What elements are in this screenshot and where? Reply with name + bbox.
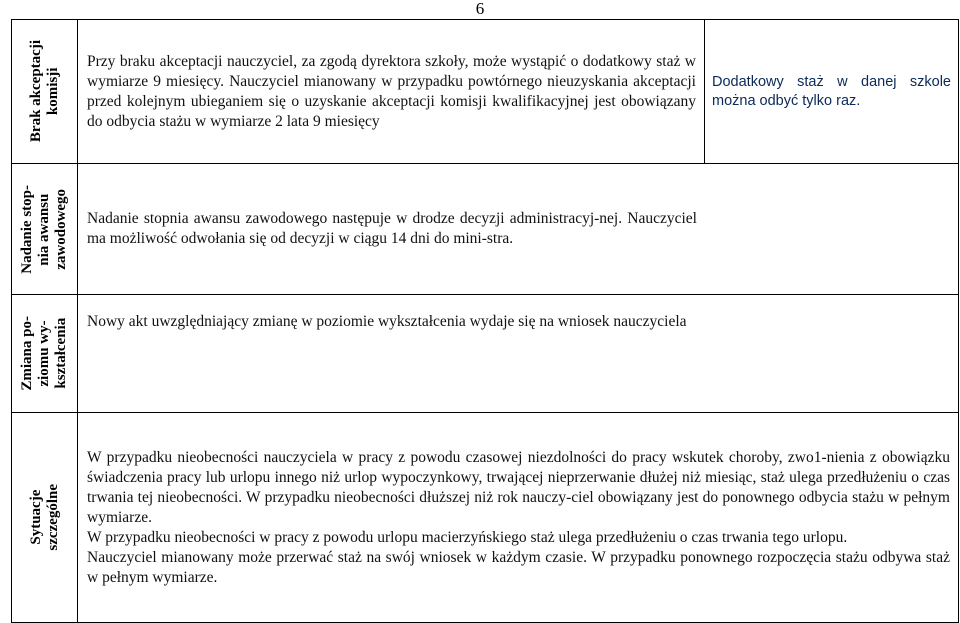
page-number: 6 [475,0,485,18]
row-header-cell [12,413,78,623]
row-header-cell [12,295,78,413]
row-header-cell [12,164,78,295]
content-cell [78,413,959,623]
table-row [12,413,959,623]
paragraph: W przypadku nieobecności nauczyciela w pracy z powodu czasowej niezdolności do pracy wskutek choroby, zwo1-nienia z obowiązku świadczenia pracy lub urlopu innego niż urlop wypoczynkowy, trwającej nieprzerwanie dłużej niż miesiąc, staż ulega przedłużeniu o czas trwania tej nieobecności. W przypadku nieobecności dłuższej niż rok nauczy-ciel obowiązany jest do ponownego odbycia stażu w pełnym wymiarze. [87,448,950,526]
content-cell [78,295,959,413]
content-cell [78,20,705,164]
row-header-label: Sytuacje szczególne [27,484,61,551]
row-note-text: Dodatkowy staż w danej szkole można odbyć tylko raz. [712,73,951,109]
table-row [12,295,959,413]
paragraph: W przypadku nieobecności w pracy z powodu urlopu macierzyńskiego staż ulega przedłużeniu o czas trwania tego urlopu. [87,528,848,546]
row-content-text: Nowy akt uwzględniający zmianę w poziomie wykształcenia wydaje się na wniosek nauczyciela [87,313,687,330]
table-row [12,20,959,164]
row-header-cell [12,20,78,164]
row-header-label: Brak akceptacji komisji [27,40,61,143]
content-cell [78,164,959,295]
table-row [12,164,959,295]
regulations-table [11,19,959,623]
row-content-text [78,448,958,588]
note-cell [705,20,959,164]
paragraph: Nauczyciel mianowany może przerwać staż na swój wniosek w każdym czasie. W przypadku ponownego rozpoczęcia stażu odbywa staż w pełnym wymiarze. [87,548,950,586]
row-content-text: Przy braku akceptacji nauczyciel, za zgodą dyrektora szkoły, może wystąpić o dodatkowy staż w wymiarze 9 miesięcy. Nauczyciel mianowany w przypadku powtórnego nieuzyskania akceptacji przed kolejnym ubieganiem się o uzyskanie akceptacji komisji kwalifikacyjnej jest obowiązany do odbycia stażu w wymiarze 2 lata 9 miesięcy [87,52,696,130]
row-header-label: Nadanie stop- nia awansu zawodowego [19,184,69,274]
row-content-text: Nadanie stopnia awansu zawodowego następuje w drodze decyzji administracyj-nej. Nauczyciel ma możliwość odwołania się od decyzji w ciągu 14 dni do mini-stra. [87,210,697,247]
row-header-label: Zmiana po- ziomu wy- kształcenia [19,316,69,391]
